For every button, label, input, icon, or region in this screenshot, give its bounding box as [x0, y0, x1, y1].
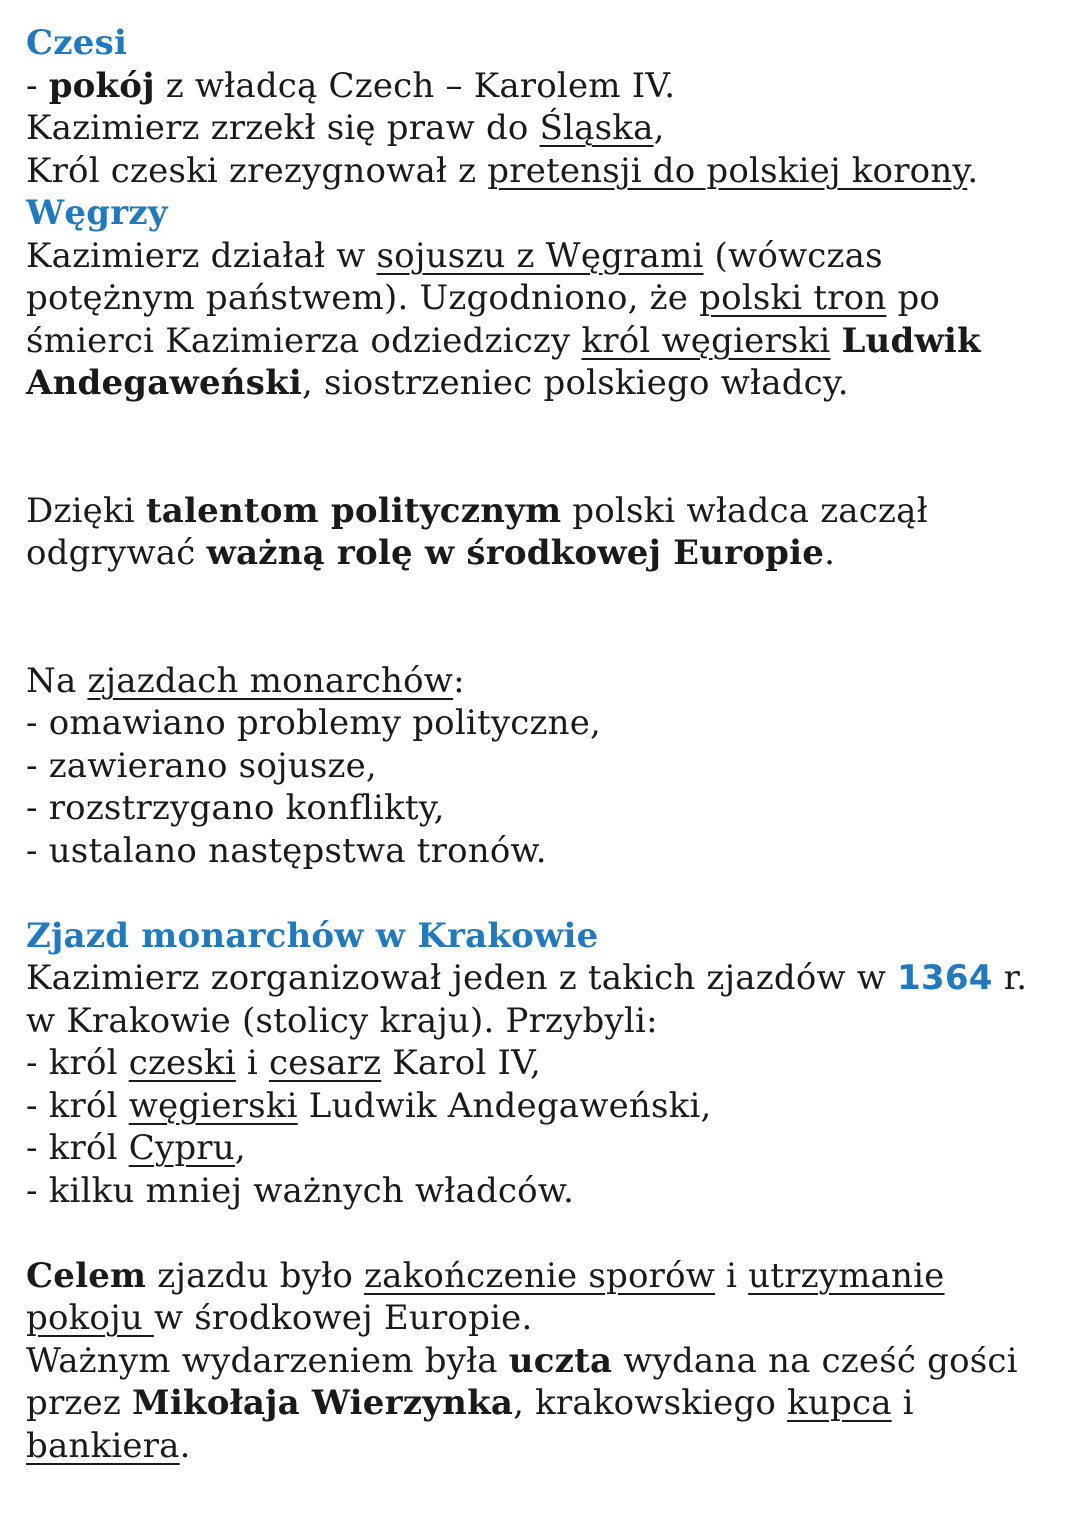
- underlined-term: pokoju: [26, 1298, 154, 1338]
- krakow-line-1: [26, 957, 1066, 1000]
- underlined-term: zakończenie sporów: [364, 1255, 716, 1296]
- cel-line-2: [26, 1297, 1066, 1340]
- text: Ludwik Andegaweński,: [297, 1085, 712, 1126]
- list-item: - ustalano następstwa tronów.: [26, 830, 547, 871]
- text: po: [886, 278, 941, 318]
- zjazdy-intro: [26, 660, 1066, 703]
- underlined-term: król węgierski: [581, 320, 831, 361]
- text: Karol IV,: [381, 1043, 541, 1083]
- text: zjazdu było: [146, 1255, 365, 1296]
- wegrzy-line-2: [26, 277, 1066, 320]
- bold-term: uczta: [508, 1340, 613, 1381]
- text: Król czeski zrezygnował z: [26, 150, 488, 191]
- underlined-term: węgierski: [128, 1085, 298, 1126]
- bold-term: talentom politycznym: [145, 490, 562, 531]
- text: .: [824, 533, 836, 573]
- text: potężnym państwem). Uzgodniono, że: [26, 278, 700, 318]
- guest-item: - kilku mniej ważnych władców.: [26, 1170, 575, 1211]
- text: - król: [26, 1043, 129, 1083]
- text: polski władca zaczął: [561, 490, 928, 531]
- text: odgrywać: [26, 533, 207, 573]
- underlined-term: Śląska: [539, 108, 654, 148]
- text: i: [715, 1255, 749, 1296]
- text: i: [891, 1383, 914, 1423]
- underlined-term: polski tron: [699, 278, 887, 318]
- text: :: [453, 660, 465, 701]
- text: .: [179, 1425, 191, 1466]
- text: (wówczas: [703, 235, 883, 276]
- text: - król: [26, 1128, 129, 1168]
- bold-term: Andegaweński: [26, 363, 302, 403]
- guest-item: [26, 1042, 1066, 1085]
- list-item: - rozstrzygano konflikty,: [26, 788, 445, 828]
- talent-line-1: [26, 490, 1066, 533]
- underlined-term: czeski: [128, 1043, 236, 1083]
- wegrzy-line-3: [26, 320, 1066, 363]
- underlined-term: bankiera: [26, 1425, 180, 1466]
- bold-term: pokój: [48, 65, 155, 106]
- text: [830, 321, 841, 361]
- text: , siostrzeniec polskiego władcy.: [301, 363, 849, 403]
- text: Kazimierz działał w: [26, 235, 377, 276]
- text: wydana na cześć gości: [612, 1340, 1018, 1381]
- underlined-term: pretensji do polskiej korony: [487, 150, 968, 191]
- czesi-line-1: [26, 65, 1066, 108]
- text: z władcą Czech – Karolem IV.: [154, 65, 676, 106]
- wegrzy-line-1: [26, 235, 1066, 278]
- text: Dzięki: [26, 490, 146, 531]
- underlined-term: kupca: [787, 1383, 892, 1423]
- bold-term: Ludwik: [841, 320, 981, 361]
- text: przez: [26, 1383, 132, 1423]
- text: ,: [234, 1128, 246, 1168]
- spacer: [26, 872, 1066, 915]
- cel-line-3: [26, 1340, 1066, 1383]
- guest-item: [26, 1085, 1066, 1128]
- spacer: [26, 575, 1066, 660]
- text: r.: [992, 958, 1028, 998]
- cel-line-4: [26, 1382, 1066, 1425]
- heading-wegrzy: Węgrzy: [26, 193, 168, 233]
- czesi-line-3: [26, 150, 1066, 193]
- text: ,: [653, 108, 665, 148]
- spacer: [26, 1212, 1066, 1255]
- heading-zjazd-krakow: Zjazd monarchów w Krakowie: [26, 915, 599, 956]
- text: Kazimierz zrzekł się praw do: [26, 108, 540, 148]
- wegrzy-line-4: [26, 362, 1066, 405]
- underlined-term: Cypru: [128, 1128, 235, 1168]
- text: Kazimierz zorganizował jeden z takich zjazdów w: [26, 958, 898, 998]
- underlined-term: cesarz: [269, 1043, 382, 1083]
- list-item: - omawiano problemy polityczne,: [26, 703, 602, 743]
- czesi-line-2: [26, 107, 1066, 150]
- talent-line-2: [26, 532, 1066, 575]
- dash: -: [26, 65, 49, 106]
- text: .: [967, 150, 979, 191]
- text: , krakowskiego: [513, 1383, 788, 1423]
- notes-page: [26, 22, 1066, 1467]
- text: - król: [26, 1085, 129, 1126]
- list-item: - zawierano sojusze,: [26, 745, 377, 786]
- underlined-term: zjazdach monarchów: [87, 660, 454, 701]
- bold-term: Mikołaja Wierzynka: [131, 1383, 514, 1423]
- cel-line-5: [26, 1425, 1066, 1468]
- text: w środkowej Europie.: [153, 1298, 533, 1338]
- heading-czesi: Czesi: [26, 23, 128, 63]
- underlined-term: utrzymanie: [748, 1255, 945, 1296]
- text: śmierci Kazimierza odziedziczy: [26, 320, 582, 361]
- spacer: [26, 405, 1066, 490]
- underlined-term: sojuszu z Węgrami: [376, 235, 704, 276]
- cel-line-1: [26, 1255, 1066, 1298]
- guest-item: [26, 1127, 1066, 1170]
- text: Ważnym wydarzeniem była: [26, 1340, 509, 1381]
- krakow-line-2: w Krakowie (stolicy kraju). Przybyli:: [26, 1000, 658, 1041]
- text: i: [235, 1043, 269, 1083]
- year-highlight: 1364: [897, 958, 993, 998]
- text: Na: [26, 660, 88, 701]
- bold-term: ważną rolę w środkowej Europie: [206, 533, 825, 573]
- bold-term: Celem: [26, 1255, 147, 1296]
